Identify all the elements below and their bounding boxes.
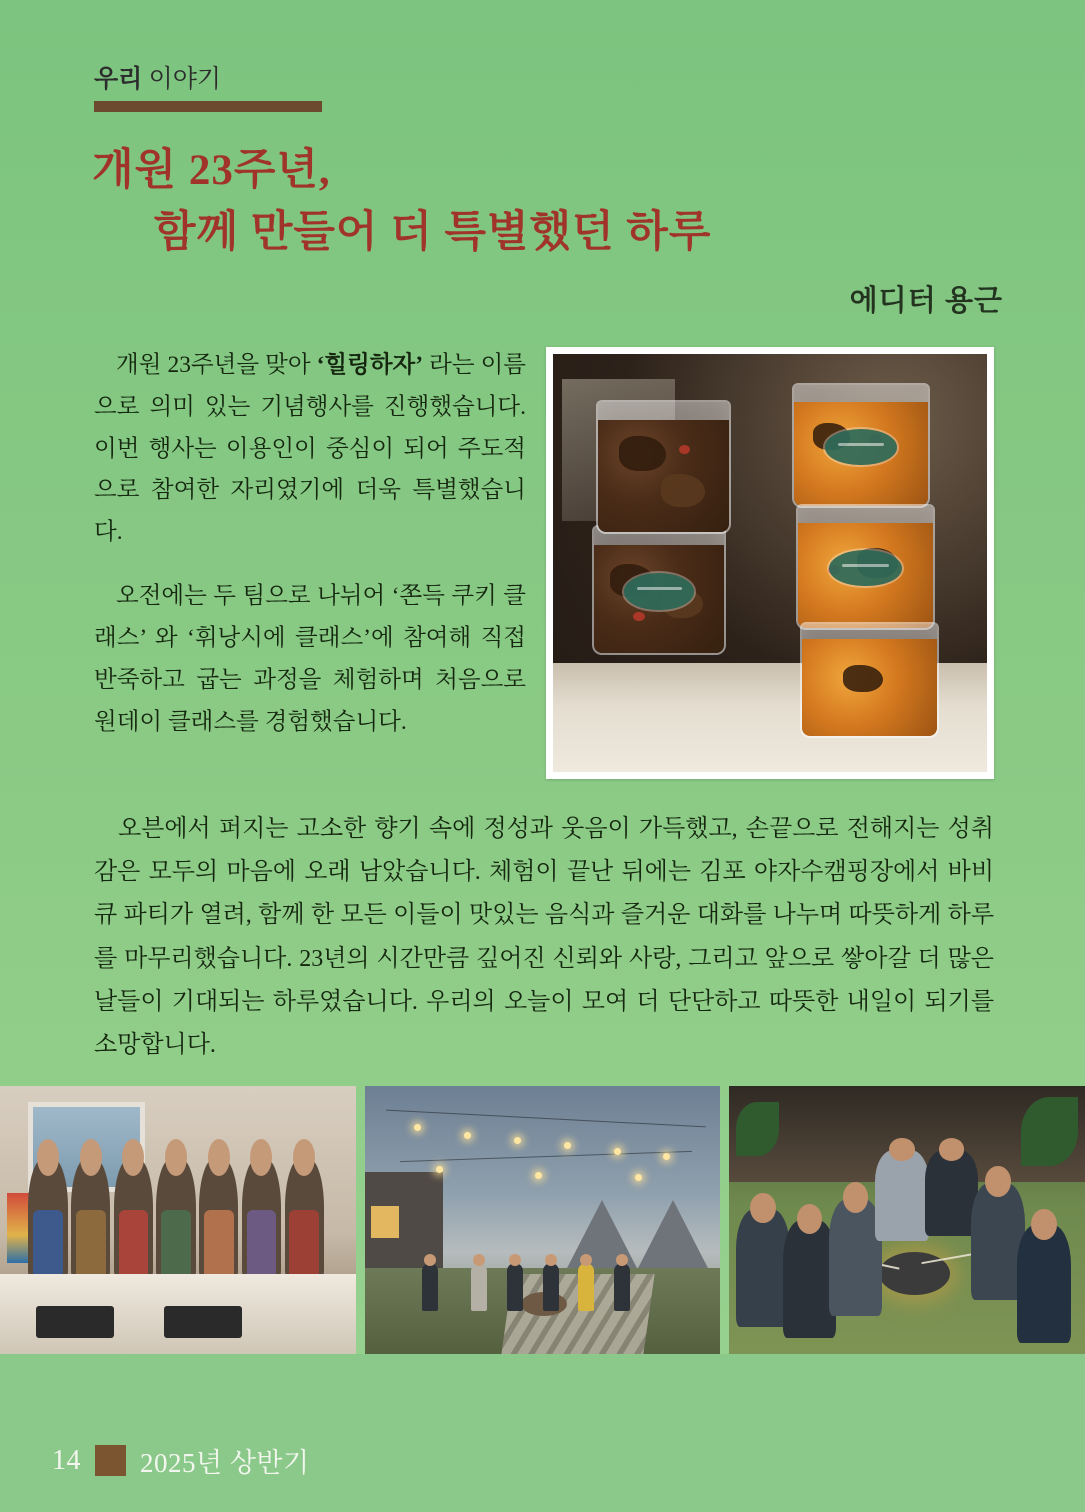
person-head: [250, 1139, 272, 1176]
tent: [635, 1200, 711, 1274]
cup-fill-granola: [802, 639, 937, 736]
photo-cookie-class-group: [0, 1086, 356, 1354]
hero-photo-cookie-cups: [546, 347, 994, 779]
paragraph-1-part-a: 개원 23주년을 맞아: [116, 352, 317, 378]
section-kicker: [94, 66, 322, 112]
person: [156, 1158, 195, 1281]
palm-plant: [736, 1102, 779, 1156]
page-title: [92, 140, 992, 265]
string-light-bulb: [514, 1137, 521, 1144]
byline: 에디터 용근: [849, 285, 1003, 317]
person: [543, 1263, 559, 1311]
person-apron: [161, 1210, 191, 1281]
cookie-chunk: [619, 436, 666, 472]
tent: [564, 1200, 640, 1274]
person-head: [473, 1254, 485, 1266]
footer-content: [52, 1441, 310, 1480]
person: [242, 1158, 281, 1281]
person: [736, 1209, 789, 1327]
person-head: [545, 1254, 557, 1266]
person-apron: [33, 1210, 63, 1281]
person: [114, 1158, 153, 1281]
person-head: [985, 1166, 1011, 1197]
person-head: [80, 1139, 102, 1176]
person-head: [122, 1139, 144, 1176]
person-head: [424, 1254, 436, 1266]
cup-granola-bottom: [800, 622, 939, 739]
person-head: [750, 1193, 776, 1224]
person: [578, 1263, 594, 1311]
person-apron: [76, 1210, 106, 1281]
issue-label: 2025년 상반기: [140, 1448, 310, 1478]
person-head: [939, 1138, 965, 1160]
person: [71, 1158, 110, 1281]
body-column-left: [94, 345, 526, 743]
brand-label-sticker: [825, 429, 898, 465]
person: [28, 1158, 67, 1281]
person-head: [1031, 1209, 1057, 1240]
baking-tray: [164, 1306, 242, 1338]
headline-line-1: 개원 23주년,: [92, 147, 331, 194]
page-number: 14: [52, 1444, 81, 1476]
person-apron: [247, 1210, 277, 1281]
cup-granola-middle: [796, 504, 935, 629]
person-apron: [119, 1210, 149, 1281]
cookie-crumb: [633, 612, 645, 622]
photo-strip: [0, 1086, 1085, 1354]
person: [507, 1263, 523, 1311]
person-head: [509, 1254, 521, 1266]
palm-plant: [1021, 1097, 1078, 1167]
person-head: [797, 1204, 823, 1235]
person: [285, 1158, 324, 1281]
string-light-bulb: [414, 1124, 421, 1131]
paragraph-1-part-b: 라는 이름으로 의미 있는 기념행사를 진행했습니다. 이번 행사는 이용인이 중심이 되어 주도적으로 참여한 자리였기에 더욱 특별했습니다.: [94, 352, 526, 546]
string-light-bulb: [464, 1132, 471, 1139]
baking-tray: [36, 1306, 114, 1338]
brand-label-sticker: [829, 550, 902, 586]
photo-evening-camping-site: [365, 1086, 721, 1354]
brand-label-sticker: [624, 573, 694, 611]
person-head: [165, 1139, 187, 1176]
kicker-text: [94, 66, 322, 94]
person-head: [293, 1139, 315, 1176]
cup-choco-upper: [596, 400, 730, 534]
cookie-chunk: [661, 474, 705, 507]
person: [1017, 1225, 1070, 1343]
string-light-bulb: [614, 1148, 621, 1155]
cup-choco-lower: [592, 525, 726, 654]
footer-square-mark: [95, 1445, 126, 1476]
paragraph-1-highlight: ‘힐링하자’: [316, 352, 424, 378]
cookie-crumb: [679, 445, 689, 454]
cookie-chunk: [843, 665, 883, 692]
person: [199, 1158, 238, 1281]
hero-photo-content: [553, 354, 987, 772]
person-head: [208, 1139, 230, 1176]
person-head: [37, 1139, 59, 1176]
person-head: [889, 1138, 915, 1162]
paragraph-2: 오전에는 두 팀으로 나뉘어 ‘쫀득 쿠키 클래스’ 와 ‘휘낭시에 클래스’에 참여해 직접 반죽하고 굽는 과정을 체험하며 처음으로 원데이 클래스를 경험했습니다.: [94, 583, 526, 735]
kicker-rest: 이야기: [142, 66, 222, 93]
paragraph-3: 오븐에서 퍼지는 고소한 향기 속에 정성과 웃음이 가득했고, 손끝으로 전해지는 성취감은 모두의 마음에 오래 남았습니다. 체험이 끝난 뒤에는 김포 야자수캠핑장에서 바비큐 파티가 열려, 함께 한 모든 이들이 맛있는 음식과 즐거운 대화를 나누며 따뜻하게 하루를 마무리했습니다. 23년의 시간만큼 깊어진 신뢰와 사랑, 그리고 앞으로 쌓아갈 더 많은 날들이 기대되는 하루였습니다. 우리의 오늘이 모여 더 단단하고 따뜻한 내일이 되기를 소망합니다.: [94, 816, 994, 1058]
kicker-bold: 우리: [94, 66, 143, 93]
headline-line-2: 함께 만들어 더 특별했던 하루: [154, 209, 712, 257]
person-head: [580, 1254, 592, 1266]
person-apron: [289, 1210, 319, 1281]
kicker-underline-rule: [94, 101, 322, 112]
person: [614, 1263, 630, 1311]
person-head: [616, 1254, 628, 1266]
person: [471, 1263, 487, 1311]
cup-granola-top: [792, 383, 931, 508]
person-apron: [204, 1210, 234, 1281]
person: [422, 1263, 438, 1311]
cup-fill-choco: [598, 420, 728, 531]
paragraph-1: [94, 345, 526, 554]
person: [875, 1150, 928, 1241]
person-head: [843, 1182, 869, 1213]
page-footer: [0, 1354, 1085, 1512]
photo-barbecue-fire-pit: [729, 1086, 1085, 1354]
